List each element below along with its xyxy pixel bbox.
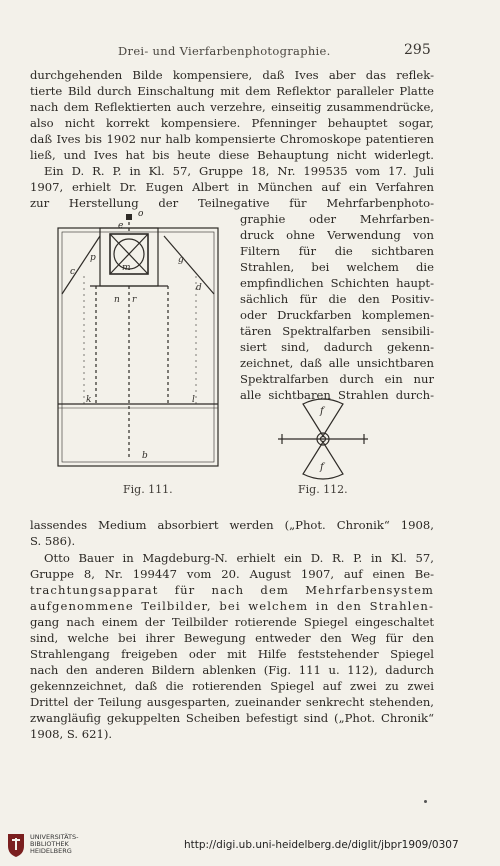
label-g: g [178, 255, 184, 265]
text-line: Drittel der Teilung ausgesparten, zueinander senkrecht stehenden, [30, 695, 434, 709]
text-line: daß Ives bis 1902 nur halb kompensierte Chromoskope patentieren [30, 132, 434, 146]
label-d: d [196, 283, 202, 293]
text-line: siert sind, dadurch gekenn- [240, 340, 434, 354]
text-line: 1908, S. 621). [30, 727, 113, 741]
label-f-top: f [320, 406, 324, 417]
text-line: Strahlen, bei welchem die [240, 260, 434, 274]
library-name-line: BIBLIOTHEK [30, 840, 69, 848]
text-line: druck ohne Verwendung von [240, 228, 434, 242]
text-line: 1907, erhielt Dr. Eugen Albert in München auf ein Verfahren [30, 180, 434, 194]
label-f-bottom: f [320, 462, 324, 473]
figure-111 [56, 206, 226, 476]
text-line: nach den anderen Bildern ablenken (Fig. 111 u. 112), dadurch [30, 663, 434, 677]
page-number: 295 [404, 42, 431, 58]
text-line: sind, welche bei ihrer Bewegung entweder den Weg für den [30, 631, 434, 645]
text-line: sächlich für die den Positiv- [240, 292, 434, 306]
page-footer [0, 826, 500, 866]
text-line: empfindlichen Schichten haupt- [240, 276, 434, 290]
label-p: p [90, 253, 96, 263]
text-line: nach dem Reflektierten auch verzehre, einseitig zusammendrücke, [30, 100, 434, 114]
text-line: trachtungsapparat für nach dem Mehrfarbensystem [30, 583, 434, 597]
figure-112 [268, 394, 378, 484]
text-line: Strahlengang freigeben oder mit Hilfe feststehender Spiegel [30, 647, 434, 661]
text-line: also nicht korrekt kompensiere. Pfenninger behauptet sogar, [30, 116, 434, 130]
library-name-line: UNIVERSITÄTS- [30, 833, 79, 841]
label-b: b [142, 451, 148, 461]
text-line: gekennzeichnet, daß die rotierenden Spiegel auf zwei zu zwei [30, 679, 434, 693]
text-line: Gruppe 8, Nr. 199447 vom 20. August 1907, auf einen Be- [30, 567, 434, 581]
text-line: zwangläufig gekuppelten Scheiben befestigt sind („Phot. Chronik“ [30, 711, 434, 725]
text-line: tierte Bild durch Einschaltung mit dem Reflektor paralleler Platte [30, 84, 434, 98]
text-line: ließ, und Ives hat bis heute diese Behauptung nicht widerlegt. [30, 148, 434, 162]
label-e: e [118, 221, 124, 231]
text-line: Otto Bauer in Magdeburg-N. erhielt ein D. R. P. in Kl. 57, [44, 551, 434, 565]
text-line: Ein D. R. P. in Kl. 57, Gruppe 18, Nr. 199535 vom 17. Juli [44, 164, 434, 178]
library-name [30, 834, 79, 855]
rotating-mirror-diagram [268, 394, 378, 484]
text-line: lassendes Medium absorbiert werden („Phot. Chronik“ 1908, [30, 518, 434, 532]
source-url-link[interactable]: http://digi.ub.uni-heidelberg.de/diglit/jbpr1909/0307 [184, 839, 459, 851]
text-line: aufgenommene Teilbilder, bei welchem in den Strahlen- [30, 599, 434, 613]
label-k: k [86, 395, 92, 405]
label-m: m [122, 263, 131, 273]
text-line: S. 586). [30, 534, 76, 548]
text-line: durchgehenden Bilde kompensiere, daß Ives aber das reflek- [30, 68, 434, 82]
running-title: Drei- und Vierfarbenphotographie. [118, 44, 331, 58]
text-line: graphie oder Mehrfarben- [240, 212, 434, 226]
label-n: n [114, 295, 120, 305]
label-l: l [192, 395, 195, 405]
text-line: zeichnet, daß alle unsichtbaren [240, 356, 434, 370]
library-name-line: HEIDELBERG [30, 847, 72, 855]
text-line: tären Spektralfarben sensibili- [240, 324, 434, 338]
figure-111-caption: Fig. 111. [123, 483, 173, 496]
text-line: gang nach einem der Teilbilder rotierende Spiegel eingeschaltet [30, 615, 434, 629]
library-logo-icon [6, 832, 26, 858]
page-header [0, 44, 500, 60]
text-line: alle sichtbaren Strahlen durch- [240, 388, 434, 402]
figure-112-caption: Fig. 112. [298, 483, 348, 496]
label-o: o [138, 209, 144, 219]
label-c: c [70, 267, 76, 277]
text-line: zur Herstellung der Teilnegative für Mehrfarbenphoto- [30, 196, 434, 210]
page-speck [424, 800, 427, 803]
text-line: Filtern für die sichtbaren [240, 244, 434, 258]
text-line: oder Druckfarben komplemen- [240, 308, 434, 322]
label-r: r [132, 295, 137, 305]
apparatus-diagram [56, 206, 226, 476]
text-line: Spektralfarben durch ein nur [240, 372, 434, 386]
